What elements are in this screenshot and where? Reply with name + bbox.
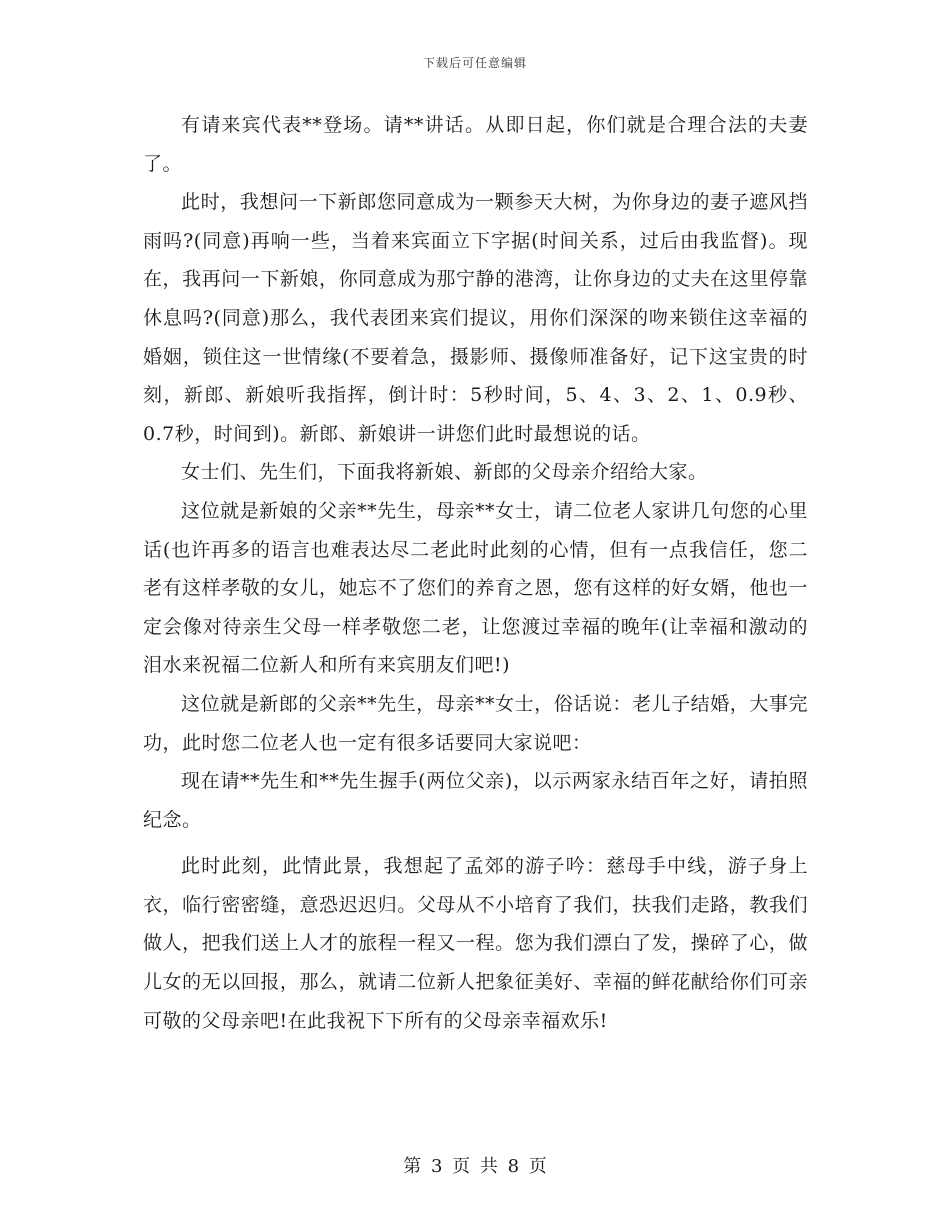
page-number: 第 3 页 共 8 页 [403,1156,547,1177]
document-body [143,106,808,1040]
paragraph-handshake: 现在请**先生和**先生握手(两位父亲)，以示两家永结百年之好，请拍照纪念。 [143,770,808,831]
page-header: 下载后可任意编辑 [422,56,527,70]
paragraph-vows: 此时，我想问一下新郎您同意成为一颗参天大树，为你身边的妻子遮风挡雨吗?(同意)再响一些，当着来宾面立下字据(时间关系，过后由我监督)。现在，我再问一下新娘，你同意成为那宁静的港湾，让你身边的丈夫在这里停靠休息吗?(同意)那么，我代表团来宾们提议，用你们深深的吻来锁住这幸福的婚姻，锁住这一世情缘(不要着急，摄影师、摄像师准备好，记下这宝贵的时刻，新郎、新娘听我指挥，倒计时：5秒时间，5、4、3、2、1、0.9秒、0.7秒，时间到)。新郎、新娘讲一讲您们此时最想说的话。 [143,191,808,445]
paragraph-guest-speech: 有请来宾代表**登场。请**讲话。从即日起，你们就是合理合法的夫妻了。 [143,114,808,175]
paragraph-introduce-parents: 女士们、先生们，下面我将新娘、新郎的父母亲介绍给大家。 [181,461,708,484]
paragraph-flowers-to-parents: 此时此刻，此情此景，我想起了孟郊的游子吟：慈母手中线，游子身上衣，临行密密缝，意恐迟迟归。父母从不小培育了我们，扶我们走路，教我们做人，把我们送上人才的旅程一程又一程。您为我们漂白了发，操碎了心，做儿女的无以回报，那么，就请二位新人把象征美好、幸福的鲜花献给你们可亲可敬的父母亲吧!在此我祝下下所有的父母亲幸福欢乐! [143,855,808,1032]
paragraph-groom-parents: 这位就是新郎的父亲**先生，母亲**女士，俗话说：老儿子结婚，大事完功，此时您二位老人也一定有很多话要同大家说吧： [143,692,808,754]
paragraph-bride-parents: 这位就是新娘的父亲**先生，母亲**女士，请二位老人家讲几句您的心里话(也许再多的语言也难表达尽二老此时此刻的心情，但有一点我信任，您二老有这样孝敬的女儿，她忘不了您们的养育之恩，您有这样的好女婿，他也一定会像对待亲生父母一样孝敬您二老，让您渡过幸福的晚年(让幸福和激动的泪水来祝福二位新人和所有来宾朋友们吧!) [143,499,808,677]
